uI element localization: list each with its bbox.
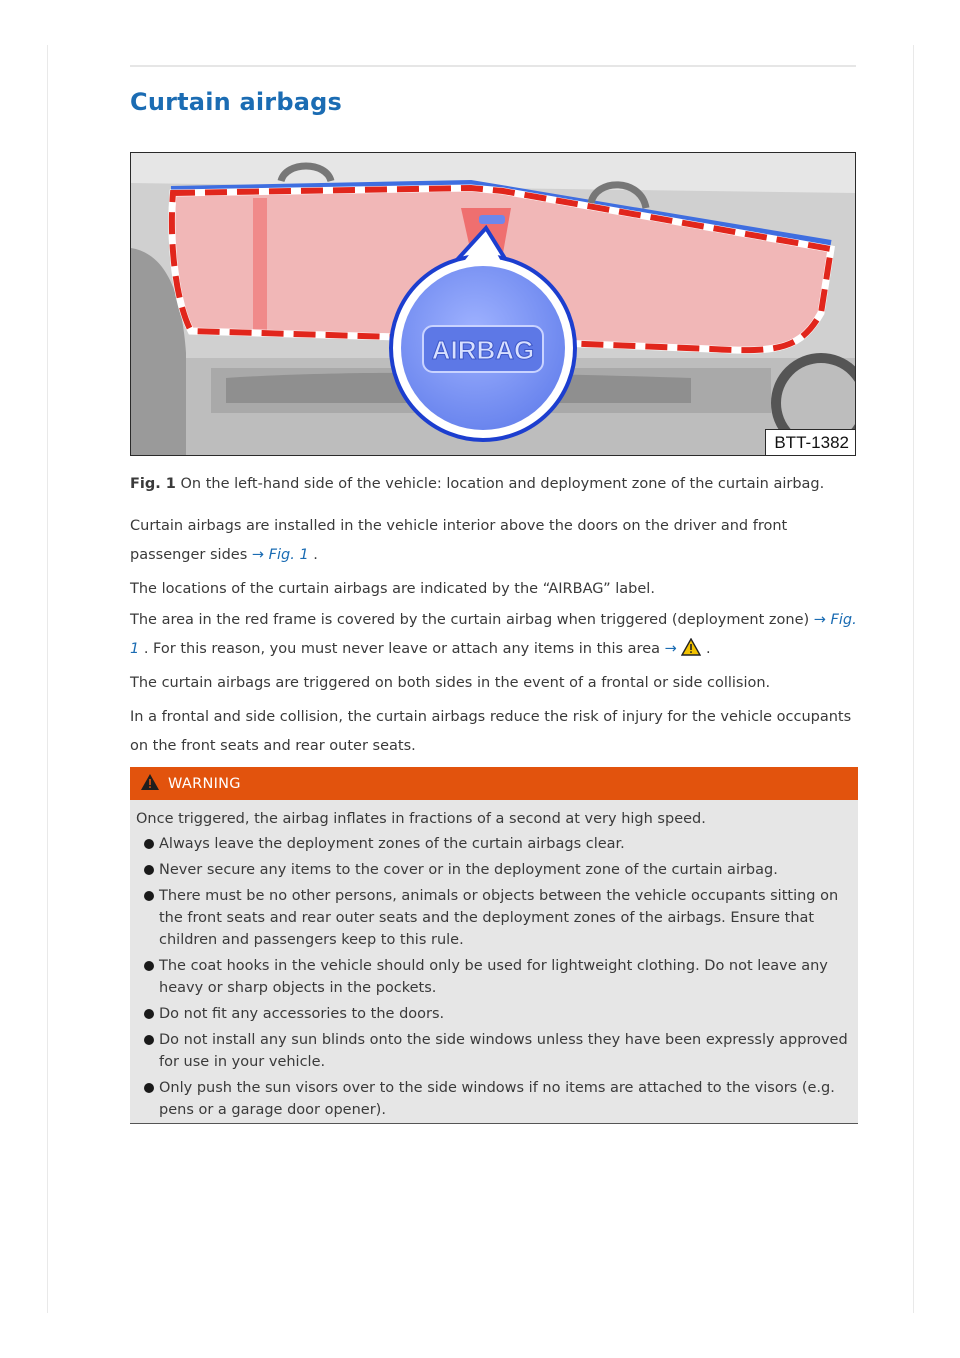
warning-item-text: Never secure any items to the cover or in the deployment zone of the curtain airbag.: [159, 862, 778, 878]
figure-illustration: [131, 153, 855, 455]
arrow-icon: →: [251, 547, 265, 563]
page-margin-right: [913, 45, 914, 1313]
warning-item-text: Only push the sun visors over to the side windows if no items are attached to the visors (e.g. pens or a garage door opener).: [159, 1080, 835, 1118]
bullet-icon: [144, 865, 154, 875]
figure-caption: [130, 474, 860, 494]
airbag-badge-text: AIRBAG: [431, 335, 535, 365]
paragraph-3-mid: . For this reason, you must never leave or attach any items in this area: [143, 641, 660, 657]
warning-title: WARNING: [168, 775, 241, 792]
paragraph-1-text: Curtain airbags are installed in the vehicle interior above the doors on the driver and front passenger sides: [130, 518, 788, 563]
paragraph-1: [130, 512, 860, 570]
bullet-icon: [144, 961, 154, 971]
warning-item: [130, 1029, 858, 1073]
top-divider: [130, 65, 856, 67]
paragraph-1-end: .: [313, 547, 318, 563]
airbag-label-small: [479, 215, 505, 224]
warning-item: [130, 1003, 858, 1025]
warning-list: [130, 833, 858, 1125]
paragraph-3-text: The area in the red frame is covered by the curtain airbag when triggered (deployment zone): [130, 612, 810, 628]
figure-curtain-airbag: [130, 152, 856, 456]
arrow-icon: →: [664, 641, 677, 657]
warning-item: [130, 955, 858, 999]
figure-reference-link[interactable]: Fig. 1: [130, 612, 857, 657]
warning-item: [130, 885, 858, 951]
warning-item-text: Do not install any sun blinds onto the side windows unless they have been expressly approved for use in your vehicle.: [159, 1032, 848, 1070]
warning-triangle-icon: [140, 773, 160, 795]
warning-triangle-icon[interactable]: [681, 638, 701, 667]
paragraph-4: The curtain airbags are triggered on both sides in the event of a frontal or side collision.: [130, 675, 771, 691]
figure-reference-link[interactable]: Fig. 1: [268, 547, 309, 563]
warning-item-text: Do not fit any accessories to the doors.: [159, 1006, 445, 1022]
bullet-icon: [144, 891, 154, 901]
page-title: Curtain airbags: [130, 88, 342, 116]
warning-item-text: There must be no other persons, animals or objects between the vehicle occupants sitting on the front seats and rear outer seats and the deployment zones of the airbags. Ensure that children and passengers keep to this rule.: [159, 888, 839, 948]
paragraph-5: In a frontal and side collision, the curtain airbags reduce the risk of injury for the vehicle occupants on the front seats and rear outer seats.: [130, 709, 852, 754]
figure-label: Fig. 1: [130, 476, 176, 492]
warning-box: [130, 767, 858, 1124]
paragraph-3: [130, 606, 860, 667]
page-margin-left: [47, 45, 48, 1313]
bullet-icon: [144, 1035, 154, 1045]
bullet-icon: [144, 839, 154, 849]
arrow-icon: →: [813, 612, 826, 628]
warning-item-text: Always leave the deployment zones of the curtain airbags clear.: [159, 836, 625, 852]
warning-item-text: The coat hooks in the vehicle should only be used for lightweight clothing. Do not leave any heavy or sharp objects in the pockets.: [159, 958, 828, 996]
figure-code: BTT-1382: [765, 429, 855, 455]
warning-item: [130, 1077, 858, 1121]
bullet-icon: [144, 1083, 154, 1093]
bullet-icon: [144, 1009, 154, 1019]
warning-header: [130, 767, 858, 800]
figure-caption-text: On the left-hand side of the vehicle: location and deployment zone of the curtain airbag.: [180, 476, 825, 492]
b-pillar: [253, 198, 267, 333]
paragraph-3-end: .: [705, 641, 711, 657]
warning-item: [130, 833, 858, 855]
warning-item: [130, 859, 858, 881]
paragraph-2: The locations of the curtain airbags are indicated by the “AIRBAG” label.: [130, 581, 655, 597]
warning-lead: Once triggered, the airbag inflates in fractions of a second at very high speed.: [136, 811, 706, 827]
